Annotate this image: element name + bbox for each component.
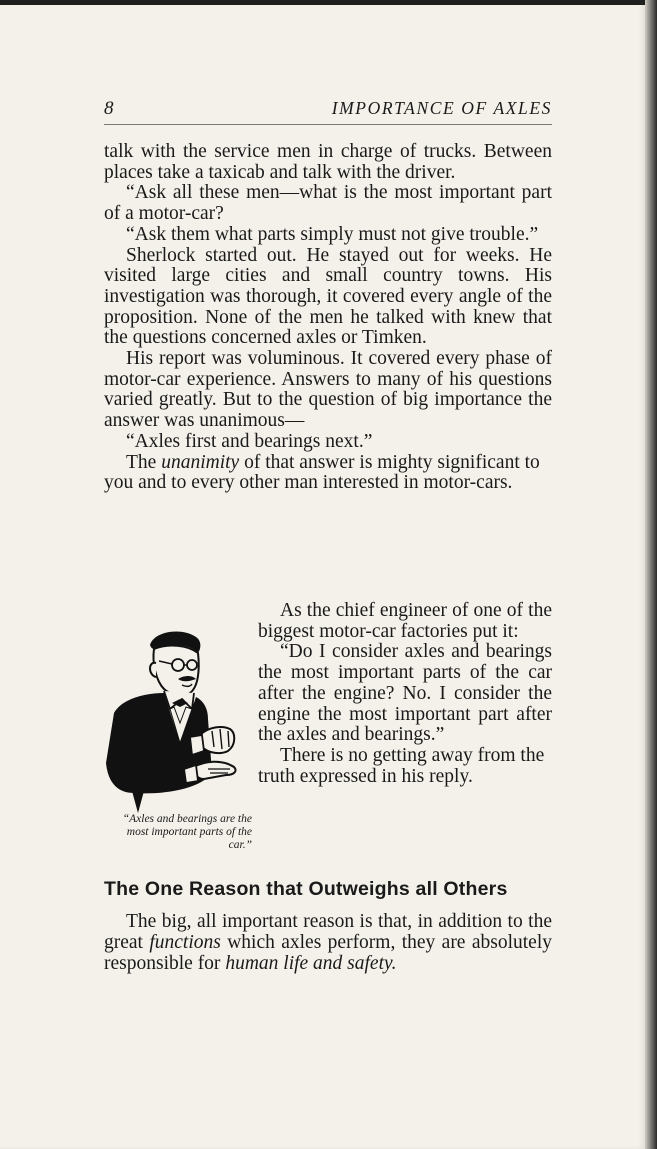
text-run: As the chief engineer of one of the biggest motor-car factories put it: [258,600,552,642]
text-run: which axles perform, they are absolutely responsible for [104,932,552,974]
side-text [258,601,552,787]
running-header [104,98,552,125]
paragraph [104,453,552,494]
text-run: talk with the service men in charge of trucks. Between places take a taxicab and talk with the driver. [104,141,552,183]
paragraph [104,225,552,246]
running-title: IMPORTANCE OF AXLES [331,98,552,118]
paragraph [258,601,552,642]
text-run: Sherlock started out. He stayed out for weeks. He visited large cities and small country towns. His investigation was thorough, it covered every angle of the proposition. None of the men he talked with knew that the questions concerned axles or Timken. [104,244,552,349]
section-heading: The One Reason that Outweighs all Others [104,878,508,900]
text-run: “Axles first and bearings next.” [126,430,373,452]
text-run: of that answer is mighty significant to you and to every other man interested in motor-cars. [104,451,540,494]
closing-text [104,911,552,974]
engineer-illustration [104,623,242,815]
emphasis-text: unanimity [161,451,240,473]
text-run: There is no getting away from the truth expressed in his reply. [258,744,545,787]
text-run: “Do I consider axles and bearings the most important parts of the car after the engine? No. I consider the engine the most important part after the axles and bearings.” [258,641,552,746]
text-run: “Ask all these men—what is the most important part of a motor-car? [104,182,552,225]
engineer-drawing [104,623,242,815]
paragraph [104,246,552,350]
page-number: 8 [104,98,114,119]
text-run: “Ask them what parts simply must not give trouble.” [126,223,539,245]
paragraph [104,349,552,432]
text-run: His report was voluminous. It covered every phase of motor-car experience. Answers to many of his questions varied greatly. But to the question of big importance the answer was unanimous— [104,348,552,432]
paragraph [258,746,552,787]
emphasis-text: functions [149,932,221,953]
page-top-edge [0,0,645,5]
text-run: The big, all important reason is that, in addition to the great [104,911,552,953]
paragraph [258,642,552,746]
emphasis-text: human life and safety. [225,953,397,974]
paragraph [104,142,552,183]
closing-paragraph [104,911,552,974]
paragraph [104,183,552,224]
paragraph [104,432,552,453]
figure-caption: “Axles and bearings are the most important parts of the car.” [122,813,252,851]
body-text [104,142,552,494]
figure-row [104,601,552,859]
text-run: The [126,451,162,473]
